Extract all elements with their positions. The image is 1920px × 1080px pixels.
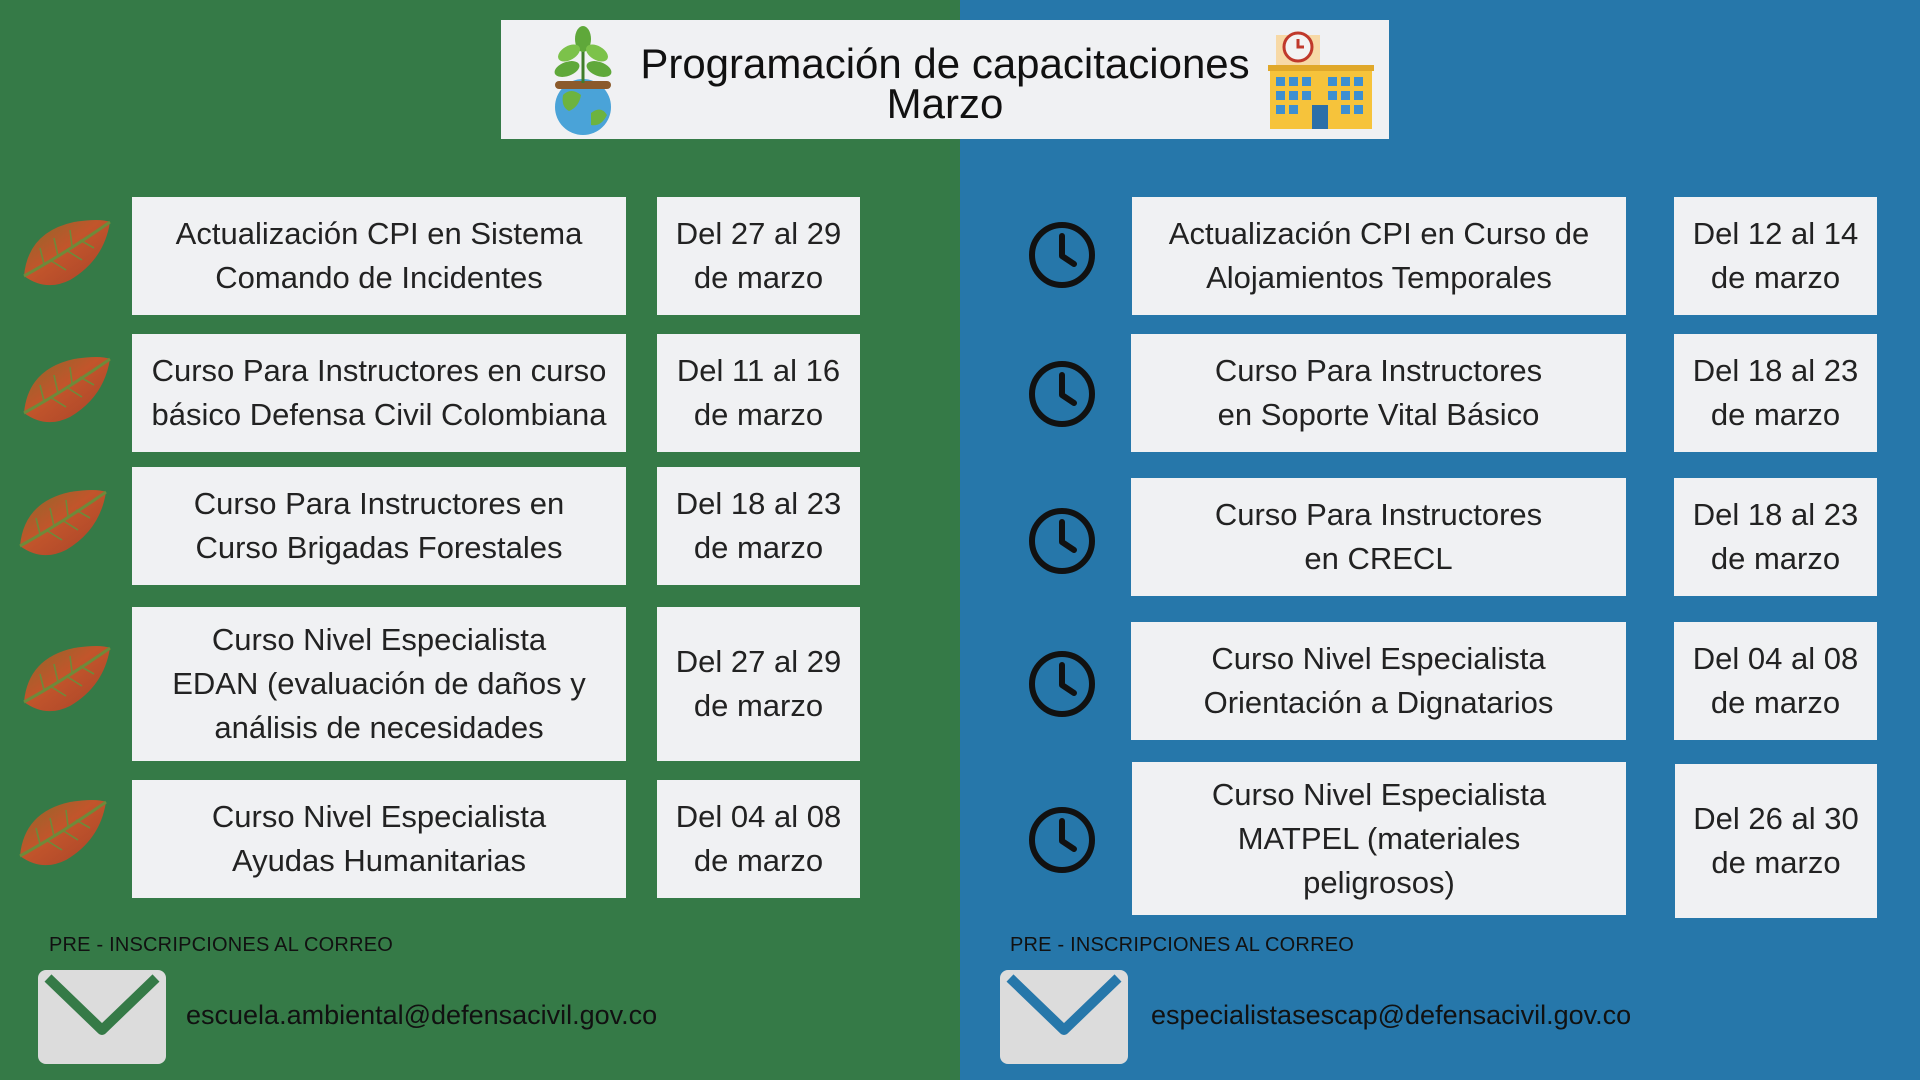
course-title-box bbox=[132, 780, 626, 898]
course-dates: Del 26 al 30 de marzo bbox=[1693, 801, 1859, 880]
course-dates: Del 18 al 23 de marzo bbox=[1692, 497, 1859, 576]
course-title-box bbox=[1131, 334, 1626, 452]
pre-registration-label: PRE - INSCRIPCIONES AL CORREO bbox=[1010, 934, 1355, 956]
course-dates: Del 27 al 29 de marzo bbox=[675, 644, 842, 723]
leaf-icon bbox=[14, 484, 110, 564]
clock-icon bbox=[1027, 805, 1097, 875]
envelope-icon bbox=[38, 970, 166, 1064]
clock-icon bbox=[1027, 506, 1097, 576]
course-dates: Del 04 al 08 de marzo bbox=[675, 799, 842, 878]
subtitle-text: Marzo bbox=[886, 80, 1004, 127]
clock-icon bbox=[1027, 220, 1097, 290]
page-title bbox=[501, 40, 1389, 127]
course-title: Curso Para Instructores en CRECL bbox=[1214, 497, 1543, 576]
course-title: Curso Nivel Especialista MATPEL (materiales peligrosos) bbox=[1211, 776, 1547, 900]
course-title: Actualización CPI en Curso de Alojamientos Temporales bbox=[1168, 216, 1590, 295]
course-dates: Del 12 al 14 de marzo bbox=[1692, 216, 1859, 295]
leaf-icon bbox=[14, 794, 110, 874]
course-dates-box bbox=[1674, 197, 1877, 315]
clock-icon bbox=[1027, 359, 1097, 429]
course-dates-box bbox=[1675, 764, 1877, 918]
course-title: Curso Nivel Especialista EDAN (evaluación de daños y análisis de necesidades bbox=[172, 622, 586, 745]
email-link[interactable]: escuela.ambiental@defensacivil.gov.co bbox=[186, 1000, 658, 1030]
course-dates-box bbox=[657, 467, 860, 585]
leaf-icon bbox=[18, 640, 114, 720]
course-dates-box bbox=[657, 197, 860, 315]
clock-icon bbox=[1027, 649, 1097, 719]
course-title-box bbox=[1132, 762, 1626, 915]
course-dates: Del 18 al 23 de marzo bbox=[1692, 353, 1859, 432]
course-title-box bbox=[132, 607, 626, 761]
header-banner bbox=[501, 20, 1389, 139]
course-title-box bbox=[132, 467, 626, 585]
email-link[interactable]: especialistasescap@defensacivil.gov.co bbox=[1151, 1000, 1632, 1030]
leaf-icon bbox=[18, 351, 114, 431]
course-title: Curso Para Instructores en Soporte Vital Básico bbox=[1214, 353, 1543, 432]
course-dates-box bbox=[1674, 334, 1877, 452]
course-title-box bbox=[132, 334, 626, 452]
course-title-box bbox=[1131, 622, 1626, 740]
course-dates-box bbox=[1674, 622, 1877, 740]
course-dates: Del 18 al 23 de marzo bbox=[675, 486, 842, 565]
title-text: Programación de capacitaciones bbox=[640, 40, 1250, 87]
course-title-box bbox=[132, 197, 626, 315]
course-title: Curso Nivel Especialista Orientación a Dignatarios bbox=[1203, 641, 1554, 720]
course-dates: Del 04 al 08 de marzo bbox=[1692, 641, 1859, 720]
course-dates-box bbox=[657, 607, 860, 761]
course-dates-box bbox=[1674, 478, 1877, 596]
course-title: Curso Para Instructores en curso básico Defensa Civil Colombiana bbox=[151, 353, 607, 432]
course-dates-box bbox=[657, 334, 860, 452]
course-title: Curso Nivel Especialista Ayudas Humanitarias bbox=[211, 799, 547, 878]
course-dates-box bbox=[657, 780, 860, 898]
envelope-icon bbox=[1000, 970, 1128, 1064]
course-title-box bbox=[1131, 478, 1626, 596]
leaf-icon bbox=[18, 214, 114, 294]
course-title-box bbox=[1132, 197, 1626, 315]
pre-registration-label: PRE - INSCRIPCIONES AL CORREO bbox=[49, 934, 394, 956]
course-title: Curso Para Instructores en Curso Brigadas Forestales bbox=[193, 486, 565, 565]
course-title: Actualización CPI en Sistema Comando de Incidentes bbox=[175, 216, 583, 295]
course-dates: Del 11 al 16 de marzo bbox=[676, 353, 841, 432]
course-dates: Del 27 al 29 de marzo bbox=[675, 216, 842, 295]
building-clock-icon bbox=[1266, 25, 1376, 133]
